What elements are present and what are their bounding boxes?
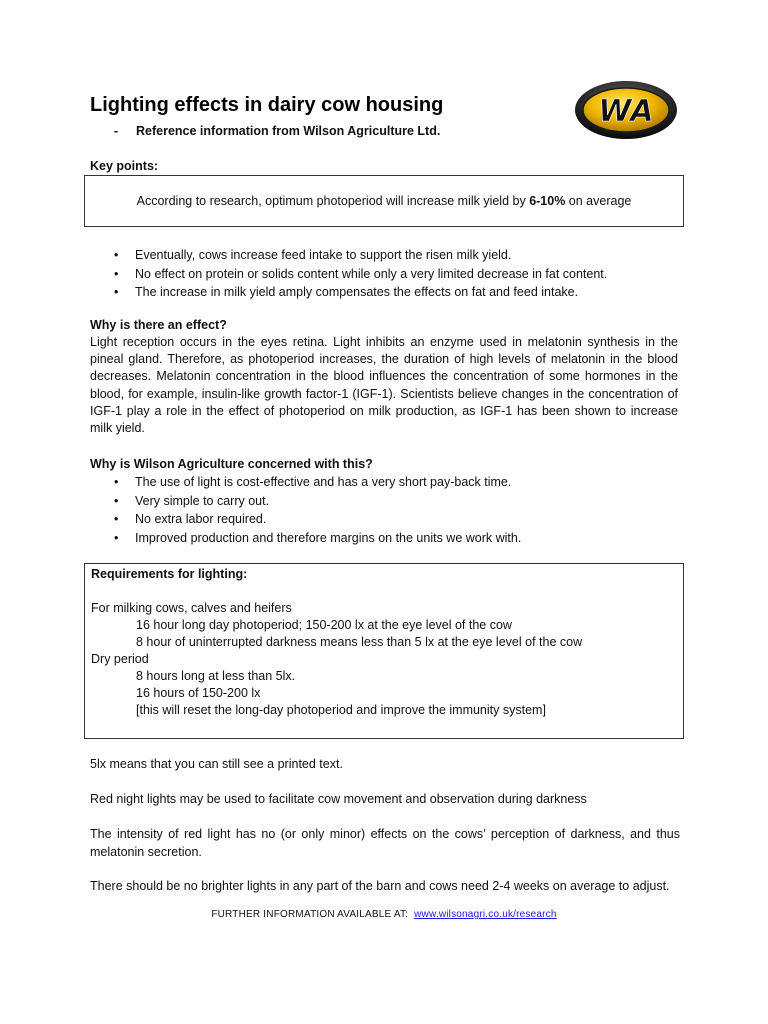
- note-red-intensity: The intensity of red light has no (or only minor) effects on the cows’ perception of darkness, and thus melatonin secretion.: [90, 827, 680, 859]
- footer: [0, 909, 768, 920]
- requirements-line: 16 hour long day photoperiod; 150-200 lx at the eye level of the cow: [136, 618, 512, 632]
- why-wa-heading: Why is Wilson Agriculture concerned with this?: [90, 457, 373, 471]
- requirements-line: [this will reset the long-day photoperiod and improve the immunity system]: [136, 703, 546, 717]
- list-item: • No effect on protein or solids content while only a very limited decrease in fat content.: [114, 265, 607, 284]
- list-item: • Very simple to carry out.: [114, 492, 521, 511]
- requirements-group-dry: Dry period: [91, 652, 149, 666]
- key-points-list: [114, 246, 607, 302]
- why-effect-heading: Why is there an effect?: [90, 318, 227, 332]
- requirements-heading: Requirements for lighting:: [91, 567, 248, 581]
- note-brighter-lights: There should be no brighter lights in any part of the barn and cows need 2-4 weeks on average to adjust.: [90, 879, 670, 893]
- research-link[interactable]: www.wilsonagri.co.uk/research: [414, 909, 557, 920]
- subtitle: [114, 124, 440, 138]
- logo-text: WA: [598, 94, 654, 129]
- wilson-agriculture-logo: [574, 80, 678, 140]
- requirements-line: 16 hours of 150-200 lx: [136, 686, 261, 700]
- note-5lx: 5lx means that you can still see a printed text.: [90, 757, 343, 771]
- page-title: Lighting effects in dairy cow housing: [90, 94, 444, 116]
- key-points-label: Key points:: [90, 159, 159, 173]
- list-item: • The increase in milk yield amply compensates the effects on fat and feed intake.: [114, 283, 607, 302]
- requirements-group-milking: For milking cows, calves and heifers: [91, 601, 292, 615]
- key-point-text: [137, 194, 632, 208]
- key-point-box: [84, 175, 684, 227]
- list-item: • Improved production and therefore margins on the units we work with.: [114, 529, 521, 548]
- requirements-line: 8 hours long at less than 5lx.: [136, 669, 296, 683]
- footer-label: FURTHER INFORMATION AVAILABLE AT:: [211, 909, 409, 920]
- key-point-text-end: on average: [565, 194, 632, 208]
- key-point-percent: 6-10%: [529, 194, 566, 208]
- list-item: • No extra labor required.: [114, 510, 521, 529]
- list-item: • The use of light is cost-effective and has a very short pay-back time.: [114, 473, 521, 492]
- subtitle-text: Reference information from Wilson Agriculture Ltd.: [136, 124, 441, 138]
- why-effect-paragraph: Light reception occurs in the eyes retina. Light inhibits an enzyme used in melatonin synthesis in the pineal gland. Therefore, as photoperiod increases, the duration of high levels of melatonin in the blood decreases. Melatonin concentration in the blood influences the concentration of some hormones in the blood, for example, insulin-like growth factor-1 (IGF-1). Scientists believe changes in the concentration of IGF-1 play a role in the effect of photoperiod on milk production, as IGF-1 has been shown to increase milk yield.: [90, 335, 678, 436]
- subtitle-dash: -: [114, 124, 119, 138]
- list-item: • Eventually, cows increase feed intake to support the risen milk yield.: [114, 246, 607, 265]
- key-point-text-start: According to research, optimum photoperiod will increase milk yield by: [136, 194, 530, 208]
- requirements-line: 8 hour of uninterrupted darkness means less than 5 lx at the eye level of the cow: [136, 635, 583, 649]
- requirements-box: [84, 563, 684, 739]
- note-red-lights: Red night lights may be used to facilitate cow movement and observation during darkness: [90, 792, 587, 806]
- why-wa-list: [114, 473, 521, 547]
